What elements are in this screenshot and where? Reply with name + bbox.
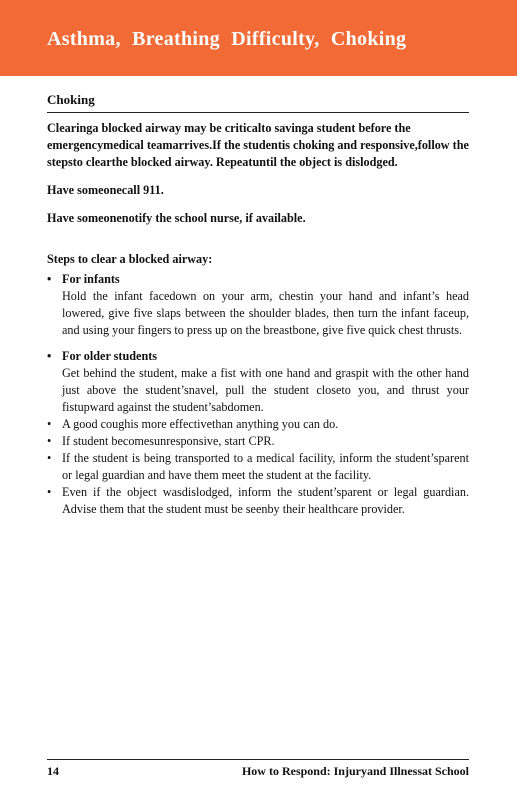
steps-list	[47, 271, 469, 518]
steps-heading: Steps to clear a blocked airway:	[47, 252, 213, 266]
bullet-icon: •	[47, 451, 52, 465]
page-number: 14	[47, 764, 59, 778]
list-item-infants	[47, 271, 469, 339]
bullet-icon: •	[47, 434, 52, 448]
list-item-cough	[47, 416, 469, 433]
list-item-body: Even if the object wasdislodged, inform the student’sparent or legal guardian. Advise them that the student must be seenby their healthcare provider.	[62, 485, 469, 516]
footer-divider	[47, 759, 469, 760]
header-band	[0, 0, 517, 76]
list-item-dislodged	[47, 484, 469, 518]
list-item-title: For infants	[62, 272, 120, 286]
call-911-instruction: Have someonecall 911.	[47, 183, 164, 197]
list-item-body: If student becomesunresponsive, start CPR.	[62, 434, 275, 448]
section-divider	[47, 112, 469, 113]
list-item-cpr	[47, 433, 469, 450]
section-heading: Choking	[47, 92, 95, 107]
bullet-icon: •	[47, 485, 52, 499]
list-item-body: Hold the infant facedown on your arm, chestin your hand and infant’s head lowered, give five slaps between the shoulder blades, then turn the infant faceup, and using your fingers to press up on the breastbone, give five quick chest thrusts.	[62, 289, 469, 337]
intro-paragraph: Clearinga blocked airway may be criticalto savinga student before the emergencymedical teamarrives.If the studentis choking and responsive,follow the stepsto clearthe blocked airway. Repeatuntil the object is dislodged.	[47, 121, 469, 169]
bullet-icon: •	[47, 272, 52, 286]
list-item-title: For older students	[62, 349, 158, 363]
list-item-body: If the student is being transported to a medical facility, inform the student’sparent or legal guardian and have them meet the student at the facility.	[62, 451, 469, 482]
list-item-transport	[47, 450, 469, 484]
bullet-icon: •	[47, 417, 52, 431]
list-item-body: Get behind the student, make a fist with one hand and graspit with the other hand just above the student’snavel, pull the student closeto you, and thrust your fistupward against the student’sabdomen.	[62, 366, 469, 414]
main-content	[47, 120, 469, 518]
notify-nurse-instruction: Have someonenotify the school nurse, if available.	[47, 211, 306, 225]
list-item-older-students	[47, 348, 469, 416]
list-item-body: A good coughis more effectivethan anything you can do.	[62, 417, 339, 431]
page-title: Asthma, Breathing Difficulty, Choking	[47, 28, 407, 50]
bullet-icon: •	[47, 349, 52, 363]
book-title: How to Respond: Injuryand Illnessat School	[241, 764, 469, 778]
